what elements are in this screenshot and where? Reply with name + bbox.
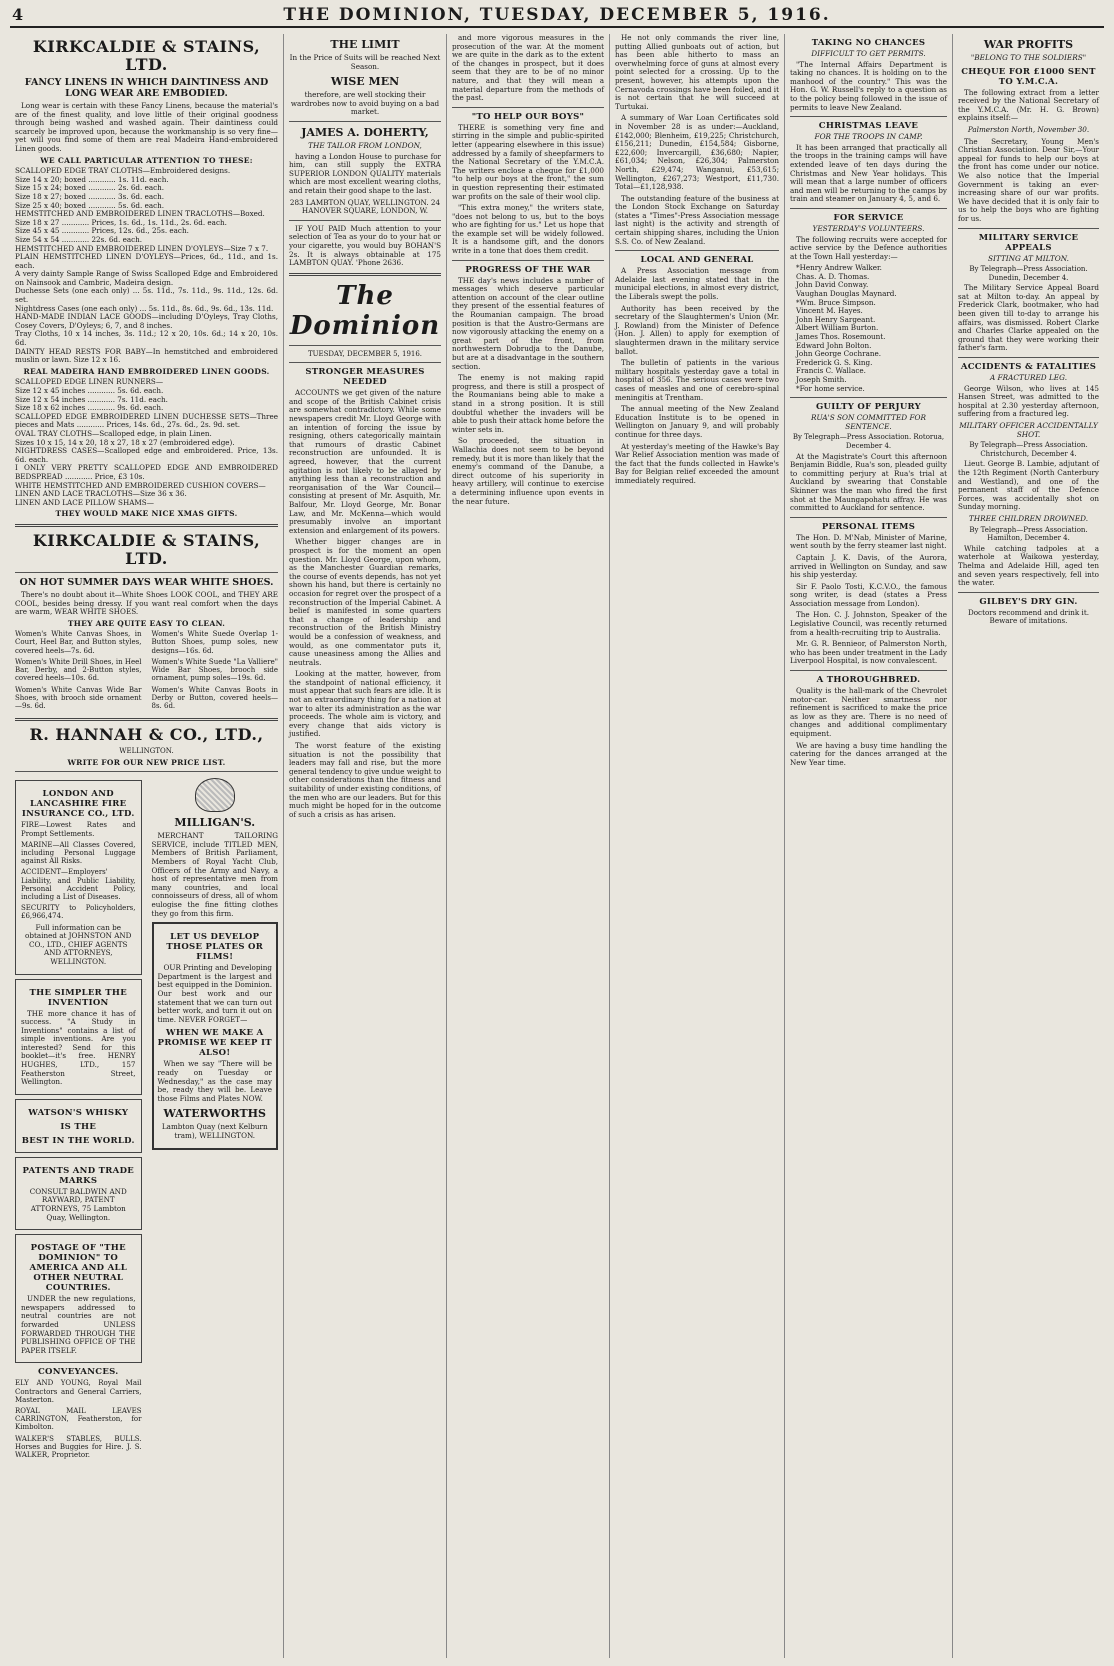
editorial-paragraph: The worst feature of the existing situation is not the possibility that leaders may fall and rise, but the more general tendency to give undue weight to other considerations than the fitness and suitability of under existing conditions, of the men who are our leaders. But for this much might be hoped for in the outcome of such a crisis as has arisen.: [289, 741, 442, 819]
divider: [289, 273, 441, 276]
ad-line-item: WHITE HEMSTITCHED AND EMBROIDERED CUSHION COVERS—: [15, 480, 266, 490]
limit-heading: THE LIMIT: [330, 38, 400, 51]
war-profits-subheading-2: CHEQUE FOR £1000 SENT TO Y.M.C.A.: [961, 66, 1096, 87]
conveyance-item: ELY AND YOUNG, Royal Mail Contractors and General Carriers, Masterton.: [15, 1379, 142, 1404]
perjury-heading: GUILTY OF PERJURY: [815, 402, 922, 413]
for-service-heading: FOR SERVICE: [833, 212, 904, 223]
ad-line-item: LINEN AND LACE TRACLOTHS—Size 36 x 36.: [15, 489, 187, 499]
article-paragraph: THE day's news includes a number of messages which deserve particular attention on account of the clear outline they present of the essential features of the Roumanian campaign. The broad position is that the Austro-Germans are now vigorously attacking the enemy on a great part of the front, from northwestern Dobrudja to the Danube, but are at a disadvantage in the southern section.: [452, 275, 604, 371]
news-paragraph: A Press Association message from Adelaide last evening stated that in the municipal elections, in almost every district, the Liberals swept the polls.: [615, 266, 779, 302]
divider: [15, 718, 278, 721]
shoe-item: Women's White Canvas Wide Bar Shoes, with brooch side ornament—9s. 6d.: [15, 685, 142, 710]
doherty-text: having a London House to purchase for him, can still supply the EXTRA SUPERIOR LONDON QUALITY materials which are most excellent wearing cloths, and retain their good shape to the last.: [289, 151, 441, 195]
divider: [289, 345, 441, 346]
ad-line-item: HEMSTITCHED AND EMBROIDERED LINEN D'OYLEYS—Size 7 x 7.: [15, 243, 269, 253]
doherty-heading: JAMES A. DOHERTY,: [301, 125, 429, 139]
ad-shoes-subheading: ON HOT SUMMER DAYS WEAR WHITE SHOES.: [19, 576, 274, 588]
lower-ads-left: [15, 776, 142, 1462]
whisky-line-1: WATSON'S WHISKY: [28, 1107, 129, 1118]
appeals-text: The Military Service Appeal Board sat at Milton to-day. An appeal by Frederick Clark, bootmaker, who had been given till to-day to arrange his affairs, was dismissed. Robert Clarke and Charles Clarke appealed on the ground that they were working their father's farm.: [958, 283, 1099, 353]
ad-line-item: A very dainty Sample Range of Swiss Scalloped Edge and Embroidered on Nainsook and Cambric, Madeira design.: [15, 269, 278, 287]
insurance-line: SECURITY to Policyholders, £6,966,474.: [21, 904, 136, 921]
ad-line-item: HAND-MADE INDIAN LACE GOODS—including D'Oyleys, Tray Cloths, Cosey Covers, D'Oyleys; 6, 7, and 8 inches.: [15, 312, 278, 330]
war-profits-heading: WAR PROFITS: [983, 38, 1074, 51]
films-text: OUR Printing and Developing Department is the largest and best equipped in the Dominion. Our best work and our statement that we can turn out better work, and turn it out on time. NEVER FORGET—: [157, 963, 272, 1024]
patents-heading: PATENTS AND TRADE MARKS: [22, 1165, 135, 1186]
volunteer-name: *Wm. Bruce Simpson.: [796, 297, 876, 307]
column-4: [610, 34, 785, 1658]
paper-date: TUESDAY, DECEMBER 5, 1916.: [307, 349, 423, 358]
films-text-2: When we say "There will be ready on Tuesday or Wednesday," as the case may be, ready they will be. Leave those Films and Plates NOW.: [157, 1059, 272, 1103]
ad-line-item: OVAL TRAY CLOTHS—Scalloped edge, in plain Linen.: [15, 428, 212, 438]
volunteer-name: *Henry Andrew Walker.: [796, 263, 882, 273]
volunteer-name: Albert William Burton.: [796, 323, 879, 333]
ad-line-item: SCALLOPED EDGE TRAY CLOTHS—Embroidered designs.: [15, 166, 231, 176]
ad-whisky: [15, 1099, 142, 1153]
volunteer-name: *For home service.: [796, 383, 865, 393]
help-boys-body: [452, 124, 604, 256]
thoroughbred-heading: A THOROUGHBRED.: [816, 675, 921, 686]
ad-line-item: Size 12 x 45 inches ............ 5s. 6d. each.: [15, 386, 164, 395]
column-5: [785, 34, 953, 1658]
films-heading: LET US DEVELOP THOSE PLATES OR FILMS!: [166, 932, 264, 963]
ad-line-item: PLAIN HEMSTITCHED LINEN D'OYLEYS—Prices, 6d., 11d., and 1s. each.: [15, 252, 278, 270]
volunteer-name: Chas. A. D. Thomas.: [796, 271, 870, 281]
postage-heading: POSTAGE OF "THE DOMINION" TO AMERICA AND ALL OTHER NEUTRAL COUNTRIES.: [29, 1243, 128, 1294]
ad-line-item: Size 18 x 27; boxed ............ 3s. 6d. each.: [15, 191, 165, 201]
divider: [790, 517, 947, 518]
ad-kirkcaldie-heading: KIRKCALDIE & STAINS, LTD.: [32, 37, 261, 74]
wise-men-heading: WISE MEN: [330, 75, 400, 89]
conveyances-heading: CONVEYANCES.: [37, 1367, 119, 1378]
limit-text: In the Price of Suits will be reached Next Season.: [289, 53, 441, 71]
tea-ad-text: IF YOU PAID Much attention to your selection of Tea as your do to your hat or your cigarette, you would buy BOHAN'S 2s. It is always obtainable at 175 LAMBTON QUAY. 'Phone 2636.: [289, 223, 441, 268]
news-paragraph: Authority has been received by the secretary of the Slaughtermen's Union (Mr. J. Rowland) from the Minister of Defence (Hon. J. Allen) to apply for exemption of slaughtermen drawn in the military service ballot.: [615, 303, 779, 356]
ad-line-item: Size 18 x 27 ............ Prices, 1s. 6d., 1s. 11d., 2s. 6d. each.: [15, 217, 227, 227]
column-2: [284, 34, 447, 1658]
volunteer-name: Vincent M. Hayes.: [796, 306, 863, 316]
volunteer-list: [790, 264, 947, 393]
doherty-subheading: THE TAILOR FROM LONDON,: [308, 140, 422, 150]
ad-line-item: Size 18 x 62 inches ............ 9s. 6d. each.: [15, 403, 164, 413]
chances-subheading: DIFFICULT TO GET PERMITS.: [811, 49, 926, 58]
divider: [958, 228, 1099, 229]
masthead: [10, 6, 1104, 28]
for-service-subheading: YESTERDAY'S VOLUNTEERS.: [812, 223, 925, 233]
news-paragraph: At yesterday's meeting of the Hawke's Bay War Relief Association mention was made of the fact that the funds collected in Hawke's Bay for Belgian relief exceeded the amount immediately required.: [615, 441, 779, 485]
whisky-line-3: BEST IN THE WORLD.: [21, 1135, 135, 1146]
ad-kirkcaldie-footer: THEY WOULD MAKE NICE XMAS GIFTS.: [55, 509, 238, 519]
christmas-leave-text: It has been arranged that practically all the troops in the training camps will have extended leave of ten days during the Christmas and New Year holidays. This will mean that a large number of officers and men will be returning to the camps by train and steamer on January 4, 5, and 6.: [790, 142, 947, 204]
ad-hannah-footer: WRITE FOR OUR NEW PRICE LIST.: [67, 757, 226, 767]
ad-insurance: [15, 780, 142, 974]
royal-crest-emblem: [195, 778, 235, 812]
ad-line-item: Sizes 10 x 15, 14 x 20, 18 x 27, 18 x 27 (embroidered edge).: [15, 437, 235, 447]
personal-paragraph: Sir F. Paolo Tosti, K.C.V.O., the famous song writer, is dead (states a Press Association message from London).: [790, 581, 947, 608]
divider: [790, 208, 947, 209]
ad-line-item: Nightdress Cases (one each only) ... 5s. 11d., 8s. 6d., 9s. 6d., 13s. 11d.: [15, 303, 274, 313]
page-number: 4: [12, 5, 24, 24]
accidents-heading: ACCIDENTS & FATALITIES: [960, 362, 1097, 373]
volunteer-name: James Thos. Rosemount.: [796, 332, 886, 342]
films-heading-2: WHEN WE MAKE A PROMISE WE KEEP IT ALSO!: [157, 1028, 272, 1059]
shoe-item: Women's White Canvas Shoes, in Court, Heel Bar, and Button styles, covered heels—7s. 6d.: [15, 630, 142, 655]
ad-line-item: SCALLOPED EDGE EMBROIDERED LINEN DUCHESSE SETS—Three pieces and Mats ............ Prices, 14s. 6d., 27s. 6d., 2s. 9d. set.: [15, 411, 278, 430]
progress-war-body: [452, 277, 604, 506]
appeals-dateline: By Telegraph—Press Association. Dunedin, December 4.: [969, 265, 1088, 282]
ad-films: [152, 922, 279, 1149]
drowned-dateline: By Telegraph—Press Association. Hamilton, December 4.: [969, 525, 1088, 543]
personal-paragraph: The Hon. D. M'Nab, Minister of Marine, went south by the ferry steamer last night.: [790, 532, 947, 551]
ad-kirkcaldie-items: [15, 167, 278, 365]
personal-paragraph: The Hon. C. J. Johnston, Speaker of the Legislative Council, was recently returned from a health-recruiting trip to Australia.: [790, 610, 947, 637]
conveyance-item: WALKER'S STABLES, BULLS. Horses and Buggies for Hire. J. S. WALKER, Proprietor.: [15, 1434, 142, 1459]
ad-line-item: NIGHTDRESS CASES—Scalloped edge and embroidered. Price, 13s. 6d. each.: [15, 446, 278, 464]
war-loan-text-2: The outstanding feature of the business at the London Stock Exchange on Saturday (states a "Times"-Press Association message last night) is the activity and strength of certain shipping shares, including the Union S.S. Co. of New Zealand.: [615, 193, 779, 246]
war-profits-text: The following extract from a letter received by the National Secretary of the Y.M.C.A. (Mr. H. G. Brown) explains itself:—: [958, 87, 1099, 123]
divider: [452, 260, 604, 261]
dance-text: We are having a busy time handling the catering for the dances arranged at the New Year time.: [790, 740, 947, 767]
ad-line-item: Size 54 x 54 ............ 22s. 6d. each.: [15, 234, 143, 244]
ad-line-item: I ONLY VERY PRETTY SCALLOPED EDGE AND EMBROIDERED BEDSPREAD ............ Price, £3 10s.: [15, 463, 278, 481]
shoe-item: Women's White Suede "La Valliere" Wide Bar Shoes, brooch side ornament, pump soles—19s. 6d.: [151, 657, 278, 683]
milligans-text: MERCHANT TAILORING SERVICE, include TITLED MEN, Members of British Parliament, Members of Royal Yacht Club, Officers of the Army and Navy, a host of representative men from many countries, and local connoisseurs of dress, all of whom eulogise the fine fitting clothes they go from this firm.: [151, 831, 278, 918]
ad-shoes-left: [15, 630, 142, 713]
ad-shoes-intro: There's no doubt about it—White Shoes LOOK COOL, and THEY ARE COOL, besides being dressy. If you want real comfort when the days are warm, WEAR WHITE SHOES.: [15, 589, 278, 617]
editorial-paragraph: ACCOUNTS we get given of the nature and scope of the British Cabinet crisis are somewhat contradictory. While some newspapers credit Mr. Lloyd George with an intention of forcing the issue by resigning, others categorically maintain that rumours of drastic Cabinet reconstruction are unfounded. It is agreed, however, that the current agitation is not likely to be allayed by anything less than a reconstruction and reorganisation of the War Council—consisting at present of Mr. Asquith, Mr. Balfour, Mr. Lloyd George, Mr. Bonar Law, and Mr. McKenna—which would presumably involve an important extension and enlargement of its powers.: [289, 388, 441, 535]
shoe-item: Women's White Drill Shoes, in Heel Bar, Derby, and 2-Button styles, covered heels—10s. 6d.: [15, 657, 142, 683]
wise-men-text: therefore, are well stocking their wardrobes now to avoid buying on a bad market.: [290, 90, 440, 117]
chances-text: "The Internal Affairs Department is taking no chances. It is holding on to the manhood of the country." This was the Hon. G. W. Russell's reply to a question as to the policy being followed in the issue of permits to leave New Zealand.: [790, 59, 947, 112]
divider: [289, 362, 441, 363]
masthead-title: THE DOMINION, TUESDAY, DECEMBER 5, 1916.: [283, 5, 831, 25]
shoe-item: Women's White Canvas Boots in Derby or Button, covered heels—8s. 6d.: [151, 685, 278, 710]
ad-kirkcaldie-subheading: FANCY LINENS IN WHICH DAINTINESS AND LONG WEAR ARE EMBODIED.: [24, 77, 269, 99]
ad-shoes-grid: [15, 630, 278, 713]
ad-line-item: DAINTY HEAD RESTS FOR BABY—In hemstitched and embroidered muslin or lawn. Size 12 x 16.: [15, 346, 278, 365]
divider: [958, 592, 1099, 593]
shoe-item: Women's White Suede Overlap 1-Button Shoes, pump soles, new designs—16s. 6d.: [151, 630, 278, 655]
col3-intro: and more vigorous measures in the prosecution of the war. At the moment we are quite in the dark as to the extent of the changes in prospect, but it does seem that they are to be of no minor nature, and that they will mean a material departure from the methods of the past.: [452, 34, 604, 103]
personal-paragraph: Captain J. K. Davis, of the Aurora, arrived in Wellington on Sunday, and saw his ship yesterday.: [790, 552, 947, 580]
ad-inventions: [15, 979, 142, 1095]
ad-postage: [15, 1234, 142, 1363]
ad-hannah-place: WELLINGTON.: [119, 747, 174, 756]
thoroughbred-text: Quality is the hall-mark of the Chevrolet motor-car. Neither smartness nor refinement is sacrificed to make the price as low as they are. There is no need of changes and additional complimentary equipment.: [790, 686, 947, 738]
ad-shoes-right: [152, 630, 279, 713]
ad-hannah-heading: R. HANNAH & CO., LTD.,: [29, 725, 264, 745]
column-3: [447, 34, 610, 1658]
insurance-lines: [21, 821, 136, 920]
waterworths-address: Lambton Quay (next Kelburn tram), WELLINGTON.: [161, 1122, 268, 1140]
paper-nameplate: The Dominion: [289, 280, 441, 341]
personal-items-heading: PERSONAL ITEMS: [821, 521, 916, 532]
ad-line-item: Duchesse Sets (one each only) ... 5s. 11d., 7s. 11d., 9s. 11d., 12s. 6d. set.: [15, 286, 278, 305]
insurance-heading: LONDON AND LANCASHIRE FIRE INSURANCE CO., LTD.: [21, 789, 135, 820]
gin-heading: GILBEY'S DRY GIN.: [979, 596, 1078, 607]
war-profits-subheading: "BELONG TO THE SOLDIERS": [970, 53, 1087, 62]
leg-heading: A FRACTURED LEG.: [989, 373, 1068, 383]
ad-line-item: Size 12 x 54 inches ............ 7s. 11d. each.: [15, 394, 168, 404]
ad-line-item: Tray Cloths, 10 x 14 inches, 3s. 11d.; 12 x 20, 10s. 6d.; 14 x 20, 10s. 6d.: [15, 329, 278, 348]
drowned-heading: THREE CHILDREN DROWNED.: [968, 513, 1089, 523]
leg-text: George Wilson, who lives at 145 Hansen Street, was admitted to the hospital at 2.30 yesterday afternoon, suffering from a fractured leg.: [958, 383, 1099, 419]
volunteer-name: Vaughan Douglas Maynard.: [796, 289, 897, 299]
volunteer-name: Edward John Bolton.: [796, 340, 872, 350]
war-loan-text: A summary of War Loan Certificates sold in November 28 is as under:—Auckland, £142,000; Blenheim, £19,225; Christchurch, £156,211; Dunedin, £154,584; Gisborne, £22,600; Invercargill, £36,680; Napier, £61,034; Nelson, £26,304; Palmerston North, £29,474; Wanganui, £53,615; Wellington, £267,273; Westport, £11,730. Total—£1,128,938.: [615, 113, 779, 192]
military-dateline: By Telegraph—Press Association. Christchurch, December 4.: [969, 441, 1088, 458]
insurance-line: ACCIDENT—Employers' Liability, and Public Liability, Personal Accident Policy, including a List of Diseases.: [21, 868, 136, 901]
volunteer-name: Frederick G. S. King.: [796, 357, 873, 367]
divider: [452, 107, 604, 108]
insurance-line: FIRE—Lowest Rates and Prompt Settlements.: [21, 821, 136, 838]
news-paragraph: The annual meeting of the New Zealand Education Institute is to be opened in Wellington on January 9, and will probably continue for three days.: [615, 404, 779, 439]
divider: [615, 250, 779, 251]
ad-line-item: HEMSTITCHED AND EMBROIDERED LINEN TRACLOTHS—Boxed.: [15, 209, 265, 219]
christmas-leave-heading: CHRISTMAS LEAVE: [818, 121, 919, 132]
war-profits-letter: The Secretary, Young Men's Christian Association. Dear Sir,—Your appeal for funds to help our boys at the front has come under our notice. We also notice that the Imperial Government is taking an ever-increasing share of our war profits. We have decided that it is only fair to us to help the boys who are fighting for us.: [958, 136, 1099, 223]
christmas-leave-subheading: FOR THE TROOPS IN CAMP.: [814, 132, 923, 142]
editorial-body: [289, 389, 441, 819]
local-general-body: [615, 267, 779, 485]
volunteer-name: Joseph Smith.: [796, 375, 847, 384]
waterworths-heading: WATERWORTHS: [163, 1107, 266, 1121]
ad-patents: [15, 1157, 142, 1230]
perjury-text: At the Magistrate's Court this afternoon Benjamin Biddle, Rua's son, pleaded guilty to committing perjury at Rua's trial at Auckland by swearing that Constable Skinner was the man who fired the first shot at the Maungapohatu affray. He was committed to Auckland for sentence.: [790, 451, 947, 513]
patents-text: CONSULT BALDWIN AND RAYWARD, PATENT ATTORNEYS, 75 Lambton Quay, Wellington.: [29, 1186, 127, 1222]
divider: [15, 572, 278, 573]
volunteer-name: Francis C. Wallace.: [796, 366, 866, 376]
for-service-text: The following recruits were accepted for active service by the Defence authorities at the Town Hall yesterday:—: [790, 234, 947, 261]
gin-text: Doctors recommend and drink it. Beware of imitations.: [967, 607, 1090, 626]
news-paragraph: The bulletin of patients in the various military hospitals yesterday gave a total in hospital of 356. The serious cases were two cases of measles and one of cerebro-spinal meningitis at Trentham.: [615, 358, 779, 402]
ad-shoes-caption: THEY ARE QUITE EASY TO CLEAN.: [67, 618, 226, 628]
conveyance-item: ROYAL MAIL LEAVES CARRINGTON, Featherston, for Kimbolton.: [15, 1406, 142, 1432]
local-general-heading: LOCAL AND GENERAL: [640, 255, 754, 266]
lower-ads-right: [152, 776, 279, 1462]
ad-line-item: LINEN AND LACE PILLOW SHAMS—: [15, 497, 154, 507]
inventions-text: THE more chance it has of success. "A Study in Inventions" contains a list of simple inventions. Are you interested? Send for this booklet—it's free. HENRY HUGHES, LTD., 157 Featherston Street, Wellington.: [21, 1008, 136, 1087]
divider: [15, 524, 278, 527]
personal-items-body: [790, 534, 947, 666]
whisky-line-2: IS THE: [60, 1121, 97, 1132]
volunteer-name: John George Cochrane.: [796, 349, 882, 359]
perjury-subheading: RUA'S SON COMMITTED FOR SENTENCE.: [811, 413, 926, 431]
article-paragraph: "This extra money," the writers state, "does not belong to us, but to the boys who are fighting for us." Let us hope that the example set will be widely followed. It is a handsome gift, and the donors write in a tone that does them credit.: [452, 203, 604, 256]
ad-kirkcaldie-caption-2: REAL MADEIRA HAND EMBROIDERED LINEN GOODS.: [23, 366, 270, 376]
article-paragraph: THERE is something very fine and stirring in the simple and public-spirited letter (appearing elsewhere in this issue) addressed by a family of sheepfarmers to the National Secretary of the Y.M.C.A. The writers enclose a cheque for £1,000 "to help our boys at the front," the sum in question representing their estimated war profits on the sale of their wool clip.: [452, 122, 604, 201]
editorial-paragraph: Whether bigger changes are in prospect is for the moment an open question. Mr. Lloyd George, upon whom, as the Manchester Guardian remarks, the course of events depends, has not yet shown his hand, but there is certainly no occasion for regret over the prospect of a reconstruction of the Imperial Cabinet. A belief is manifested in some quarters that a change of leadership and reconstruction of the British Ministry would be a confession of weakness, and would, as one commentator puts it, cause uneasiness among the Allies and neutrals.: [289, 537, 441, 667]
divider: [790, 116, 947, 117]
column-6: [953, 34, 1104, 1658]
ad-kirkcaldie-caption: WE CALL PARTICULAR ATTENTION TO THESE:: [40, 155, 253, 165]
ad-line-item: Size 14 x 20; boxed ............ 1s. 11d. each.: [15, 174, 169, 184]
military-text: Lieut. George B. Lambie, adjutant of the 12th Regiment (North Canterbury and Westland), and one of the permanent staff of the Defence Forces, was accidentally shot on Sunday morning.: [958, 459, 1099, 512]
milligans-heading: MILLIGAN'S.: [174, 816, 256, 830]
divider: [289, 220, 441, 221]
divider: [790, 670, 947, 671]
article-paragraph: So proceeded, the situation in Wallachia does not seem to be beyond remedy, but it is more than likely that the enemy's command of the Danube, a direct outcome of his superiority in heavy artillery, will continue to exercise a determining influence upon events in the near future.: [452, 436, 604, 506]
ad-line-item: SCALLOPED EDGE LINEN RUNNERS—: [15, 377, 164, 387]
military-heading: MILITARY OFFICER ACCIDENTALLY SHOT.: [959, 421, 1098, 439]
volunteer-name: John Henry Sargeant.: [796, 314, 876, 324]
chances-heading: TAKING NO CHANCES: [811, 38, 926, 48]
column-1: [10, 34, 284, 1658]
ad-line-item: Size 25 x 40; boxed ............ 5s. 6d. each.: [15, 200, 165, 210]
drowned-text: While catching tadpoles at a waterhole at Waikowa yesterday, Thelma and Adelaide Hill, aged ten and seven years respectively, fell into the water.: [958, 543, 1099, 588]
ad-line-item: Size 45 x 45 ............ Prices, 12s. 6d., 25s. each.: [15, 226, 189, 236]
ad-line-item: Size 15 x 24; boxed ............ 2s. 6d. each.: [15, 183, 165, 193]
volunteer-name: John David Conway.: [796, 280, 869, 290]
lower-ads-grid: [15, 776, 278, 1462]
editorial-heading: STRONGER MEASURES NEEDED: [305, 367, 425, 388]
conveyances-list: [15, 1379, 142, 1459]
progress-war-heading: PROGRESS OF THE WAR: [465, 264, 591, 275]
appeals-heading: MILITARY SERVICE APPEALS: [978, 232, 1079, 253]
ad-kirkcaldie-shoes-heading: KIRKCALDIE & STAINS, LTD.: [32, 530, 261, 568]
insurance-line: MARINE—All Classes Covered, including Personal Luggage against All Risks.: [21, 840, 136, 866]
doherty-address: 283 LAMBTON QUAY, WELLINGTON. 24 HANOVER SQUARE, LONDON, W.: [289, 197, 441, 216]
personal-paragraph: Mr. G. R. Bennieor, of Palmerston North, who has been under treatment in the Lady Liverpool Hospital, is now convalescent.: [790, 639, 947, 666]
divider: [790, 397, 947, 398]
appeals-subheading: SITTING AT MILTON.: [988, 253, 1069, 263]
war-profits-place: Palmerston North, November 30.: [967, 124, 1090, 134]
perjury-dateline: By Telegraph—Press Association. Rotorua, December 4.: [792, 433, 945, 450]
ad-kirkcaldie-intro: Long wear is certain with these Fancy Linens, because the material's are of the finest quality, and love little of their original goodness through being washed and washed again. Their daintiness could scarcely be improved upon, because the workmanship is so very fine—yet will you find some of them are real Madeira Hand-embroidered Linen goods.: [15, 101, 278, 153]
editorial-paragraph: Looking at the matter, however, from the standpoint of national efficiency, it must appear that such fears are idle. It is not an extraordinary thing for a nation at war to alter its administration as the war proceeds. The whole aim is victory, and every change that aids victory is justified.: [289, 669, 441, 739]
divider: [289, 121, 441, 122]
col4-intro: He not only commands the river line, putting Allied gunboats out of action, but has been able hitherto to mass an overwhelming force of guns at almost every point selected for a crossing. Up to the present, however, his attempts upon the Cernavoda crossings have been foiled, and it is not certain that he will succeed at Turtukai.: [615, 34, 779, 111]
divider: [15, 771, 278, 772]
postage-text: UNDER the new regulations, newspapers addressed to neutral countries are not forwarded UNLESS FORWARDED THROUGH THE PUBLISHING OFFICE OF THE PAPER ITSELF.: [21, 1294, 136, 1355]
insurance-agents: Full information can be obtained at JOHNSTON AND CO., LTD., CHIEF AGENTS AND ATTORNEYS, WELLINGTON.: [25, 922, 132, 966]
inventions-heading: THE SIMPLER THE INVENTION: [29, 987, 128, 1008]
divider: [958, 357, 1099, 358]
ad-kirkcaldie-items-2: [15, 378, 278, 507]
help-boys-heading: "TO HELP OUR BOYS": [471, 111, 585, 122]
article-paragraph: The enemy is not making rapid progress, and there is still a prospect of the Roumanians being able to make a stand in a strong position. It is still doubtful whether the invaders will be able to push their attack home before the winter sets in.: [452, 373, 604, 434]
